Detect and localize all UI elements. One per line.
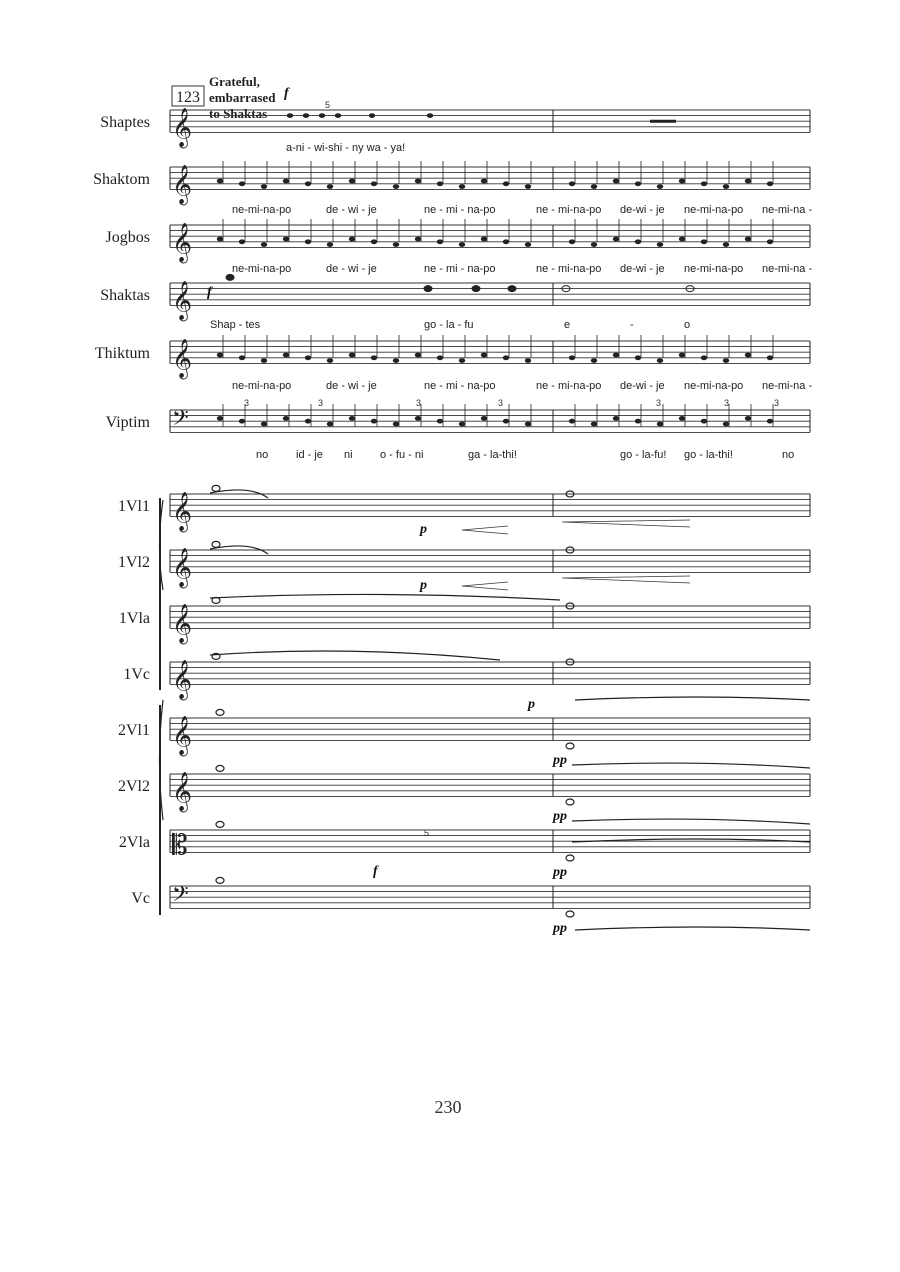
staff-label-shaktas: Shaktas [100,287,150,305]
note [745,179,751,184]
note [349,416,355,421]
staff-vc [170,877,810,917]
note [335,113,341,118]
dynamic-2vla-pp: pp [553,865,567,880]
note [393,184,399,189]
staves-layer [93,107,812,917]
note [723,358,729,363]
note [569,355,575,360]
note [481,237,487,242]
note [415,416,421,421]
note [415,353,421,358]
lyrics-viptim-5: go - la-fu! [620,449,667,461]
direction-line-1: Grateful, [209,74,260,89]
hairpin-1vl1 [462,526,508,534]
note [745,237,751,242]
lyrics-thiktum-2: ne - mi - na-po [424,380,496,392]
note [303,113,309,118]
staff-label-1vl2: 1Vl2 [118,554,150,572]
staff-label-vc: Vc [131,890,150,908]
staff-label-viptim: Viptim [105,414,150,432]
note [424,286,432,292]
note [472,286,480,292]
staff-2vl2 [170,765,810,812]
treble-clef-icon: 𝄞 [172,338,193,379]
note [319,113,325,118]
note [239,239,245,244]
note [635,355,641,360]
dynamic-2vla-f: f [373,864,378,879]
note [591,184,597,189]
note [217,416,223,421]
note [349,237,355,242]
note [459,358,465,363]
lyrics-jogbos-1: de - wi - je [326,263,377,275]
note [415,179,421,184]
lyrics-shaktas-3: - [630,319,634,331]
dynamic-vc: pp [553,921,567,936]
note [591,242,597,247]
staff-label-1vl1: 1Vl1 [118,498,150,516]
note [657,242,663,247]
note [459,184,465,189]
lyrics-shaktas-0: Shap - tes [210,319,261,331]
tie-2vl2 [572,819,810,824]
note [679,237,685,242]
lyrics-shaktom-0: ne-mi-na-po [232,204,292,216]
note [393,422,399,427]
note [701,239,707,244]
note [566,855,574,861]
staff-label-shaptes: Shaptes [100,114,150,132]
note [226,274,234,280]
note [591,358,597,363]
note [503,419,509,424]
note [327,242,333,247]
note [371,239,377,244]
lyrics-jogbos-5: ne-mi-na-po [684,263,744,275]
note [327,422,333,427]
note [283,237,289,242]
lyrics-shaptes: a-ni - wi-shi - ny wa - ya! [286,142,406,154]
dynamic-1vl1: p [420,522,427,537]
alto-clef-icon: 𝄡 [172,828,188,862]
treble-clef-icon: 𝄞 [172,280,193,321]
lyrics-shaktom-1: de - wi - je [326,204,377,216]
note [481,353,487,358]
direction-line-2: embarrased [209,90,276,105]
note [503,181,509,186]
tie-2vl1 [572,763,810,768]
treble-clef-icon: 𝄞 [172,107,193,148]
tuplet-5-2vla: 5 [424,828,430,838]
note [459,242,465,247]
note [679,179,685,184]
lyrics-jogbos-3: ne - mi-na-po [536,263,602,275]
staff-2vla [170,821,810,861]
note [287,113,293,118]
bass-clef-icon: 𝄢 [172,406,189,437]
treble-clef-icon: 𝄞 [172,222,193,263]
note [767,181,773,186]
note [613,179,619,184]
lyrics-viptim-7: no [782,449,795,461]
lyrics-viptim-2: ni [344,449,353,461]
note [327,358,333,363]
staff-shaktom [170,161,810,205]
note [503,239,509,244]
hairpin-1vl1b [562,520,690,527]
note [212,485,220,491]
treble-clef-icon: 𝄞 [172,547,193,588]
dynamic-2vl2: pp [553,809,567,824]
note [437,239,443,244]
staff-label-2vl1: 2Vl1 [118,722,150,740]
note [591,422,597,427]
tuplet-3-viptim-2: 3 [416,398,422,408]
tuplet-5-shaptes: 5 [325,100,331,110]
direction-line-3: to Shaktas [209,106,268,121]
lyrics-shaktas-1: go - la - fu [424,319,474,331]
lyrics-jogbos-0: ne-mi-na-po [232,263,292,275]
lyrics-jogbos-6: ne-mi-na - [762,263,813,275]
note [212,541,220,547]
note [261,242,267,247]
staff-label-1vla: 1Vla [118,610,150,628]
note [635,419,641,424]
lyrics-thiktum-1: de - wi - je [326,380,377,392]
lyrics-shaktas-4: o [684,319,691,331]
tuplet-3-viptim-6: 3 [774,398,780,408]
lyrics-shaktas-2: e [564,319,571,331]
lyrics-viptim-0: no [256,449,269,461]
lyrics-viptim-6: go - la-thi! [684,449,733,461]
note [305,355,311,360]
note [613,237,619,242]
staff-label-jogbos: Jogbos [105,229,150,247]
note [437,355,443,360]
staff-1vl1 [170,485,810,532]
staff-label-2vla: 2Vla [118,834,150,852]
note [745,353,751,358]
note [635,239,641,244]
staff-thiktum [170,335,810,379]
note [767,355,773,360]
note [723,242,729,247]
lyrics-viptim-1: id - je [296,449,323,461]
viptim-tuplets [244,398,779,408]
note [657,422,663,427]
note [217,237,223,242]
note [525,184,531,189]
lyrics-thiktum-3: ne - mi-na-po [536,380,602,392]
note [327,184,333,189]
staff-viptim [170,404,810,436]
lyrics-shaktom-3: ne - mi-na-po [536,204,602,216]
staff-label-thiktum: Thiktum [94,345,150,363]
note [261,184,267,189]
treble-clef-icon: 𝄞 [172,491,193,532]
lyrics-shaktom-6: ne-mi-na - [762,204,813,216]
note [239,181,245,186]
staff-label-shaktom: Shaktom [93,171,150,189]
tuplet-3-viptim-4: 3 [656,398,662,408]
note [371,419,377,424]
note [525,358,531,363]
note [427,113,433,118]
note [216,877,224,883]
lyrics-jogbos-4: de-wi - je [620,263,665,275]
tuplet-3-viptim-0: 3 [244,398,250,408]
note [569,181,575,186]
note [525,242,531,247]
bass-clef-icon: 𝄢 [172,882,189,913]
note [349,179,355,184]
dynamic-shaptes: f [284,86,289,101]
lyrics-viptim-4: ga - la-thi! [468,449,517,461]
staff-label-2vl2: 2Vl2 [118,778,150,796]
note [503,355,509,360]
note [635,181,641,186]
note [415,237,421,242]
staff-2vl1 [170,709,810,756]
lyrics-jogbos-2: ne - mi - na-po [424,263,496,275]
note [239,355,245,360]
note [261,422,267,427]
note [305,239,311,244]
note [216,765,224,771]
note [217,353,223,358]
lyrics-thiktum-4: de-wi - je [620,380,665,392]
note [723,422,729,427]
note [481,179,487,184]
note [393,242,399,247]
lyrics-shaktom-4: de-wi - je [620,204,665,216]
note [369,113,375,118]
note [745,416,751,421]
note [566,911,574,917]
lyrics-thiktum-6: ne-mi-na - [762,380,813,392]
note [371,355,377,360]
tuplet-3-viptim-1: 3 [318,398,324,408]
note [613,416,619,421]
staff-shaktas [170,274,810,321]
note [566,799,574,805]
lyrics-shaktom-2: ne - mi - na-po [424,204,496,216]
note [305,419,311,424]
note [283,179,289,184]
treble-clef-icon: 𝄞 [172,164,193,205]
staff-jogbos [170,219,810,263]
dynamic-1vl2: p [420,578,427,593]
note [679,353,685,358]
note [657,184,663,189]
note [437,419,443,424]
lyrics-thiktum-0: ne-mi-na-po [232,380,292,392]
note [283,353,289,358]
dynamic-shaktas: f [207,285,212,300]
staff-label-1vc: 1Vc [123,666,150,684]
tie-vc [575,927,810,930]
lyrics-thiktum-5: ne-mi-na-po [684,380,744,392]
note [481,416,487,421]
dynamic-1vc: p [528,697,535,712]
dynamic-2vl1: pp [553,753,567,768]
note [305,181,311,186]
lyrics-shaktom-5: ne-mi-na-po [684,204,744,216]
note [437,181,443,186]
note [569,239,575,244]
note [701,355,707,360]
note [679,416,685,421]
note [349,353,355,358]
note [371,181,377,186]
staff-1vl2 [170,541,810,588]
treble-clef-icon: 𝄞 [172,715,193,756]
slur-1vc-b [575,697,810,700]
slur-1vc [210,651,500,660]
treble-clef-icon: 𝄞 [172,771,193,812]
treble-clef-icon: 𝄞 [172,659,193,700]
note [508,286,516,292]
note [613,353,619,358]
note [657,358,663,363]
note [216,821,224,827]
staff-1vc [170,653,810,700]
note [701,419,707,424]
tuplet-3-viptim-3: 3 [498,398,504,408]
lyrics-viptim-3: o - fu - ni [380,449,424,461]
note [261,358,267,363]
note [767,419,773,424]
note [566,743,574,749]
note [393,358,399,363]
note [459,422,465,427]
note [525,422,531,427]
note [283,416,289,421]
note [767,239,773,244]
treble-clef-icon: 𝄞 [172,603,193,644]
hairpin-1vl2 [462,582,508,590]
rehearsal-mark: 123 [176,89,200,106]
tie-1vla [210,594,560,600]
note [239,419,245,424]
note [569,419,575,424]
note [217,179,223,184]
note [216,709,224,715]
page-number: 230 [434,1097,462,1117]
staff-1vla [170,597,810,644]
tuplet-3-viptim-5: 3 [724,398,730,408]
note [723,184,729,189]
hairpin-1vl2b [562,576,690,583]
note [701,181,707,186]
